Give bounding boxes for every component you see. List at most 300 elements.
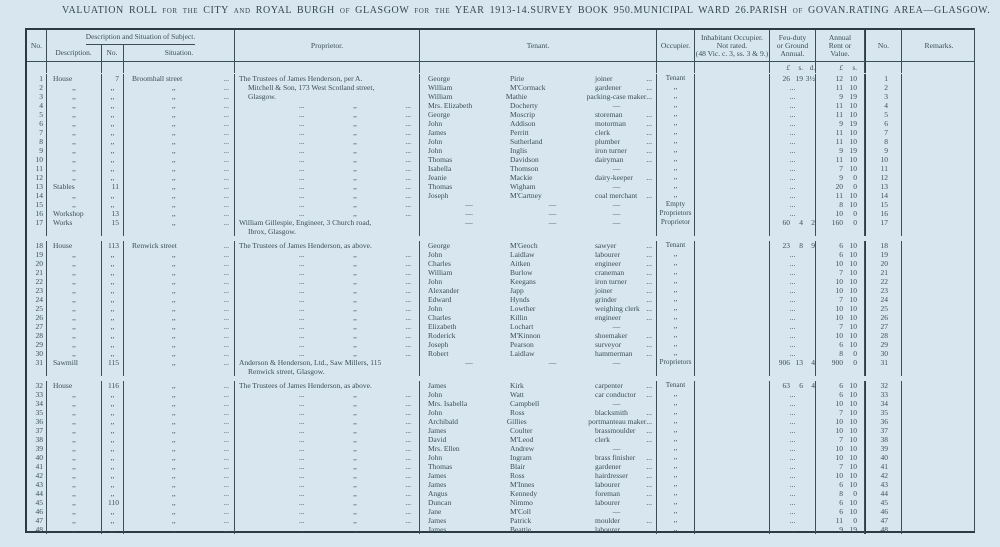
- tenant-surname: Lowther: [510, 304, 536, 313]
- shillings-label: s.: [852, 64, 857, 72]
- cell-no: 42: [27, 471, 47, 480]
- leader-dots: ...: [405, 128, 411, 137]
- cell-feu-duty: [770, 498, 816, 507]
- cell-street-no: ,,: [102, 313, 124, 322]
- tenant-surname: Aitken: [510, 259, 531, 268]
- cell-no: 40: [27, 453, 47, 462]
- rent-shillings: 10: [849, 164, 857, 173]
- cell-no: 6: [27, 119, 47, 128]
- cell-inhabitant-occupier: [695, 277, 770, 286]
- cell-street-no: ,,: [102, 128, 124, 137]
- cell-no-right: 46: [865, 507, 902, 516]
- leader-dots: ...: [646, 349, 652, 358]
- cell-inhabitant-occupier: [695, 358, 770, 376]
- cell-feu-duty: [770, 471, 816, 480]
- table-row: [27, 241, 974, 250]
- cell-no: 3: [27, 92, 47, 101]
- leader-dots: ...: [299, 250, 305, 259]
- leader-dots: ...: [299, 408, 305, 417]
- proprietor-ditto: [239, 191, 419, 200]
- table-row: [27, 399, 974, 408]
- rent-shillings: 10: [849, 191, 857, 200]
- cell-annual-rent: [816, 507, 865, 516]
- leader-dots: ...: [299, 444, 305, 453]
- occupation-text: storeman: [595, 110, 623, 119]
- cell-proprietor: [235, 241, 420, 250]
- tenant-occupation: [595, 173, 656, 182]
- tenant-first-name: John: [428, 390, 443, 399]
- proprietor-ditto: [239, 444, 419, 453]
- rent-pounds: 7: [839, 462, 843, 471]
- leader-dots: ...: [789, 182, 796, 191]
- leader-dots: ...: [223, 426, 229, 435]
- cell-feu-duty: [770, 182, 816, 191]
- tenant-occupation: [595, 331, 656, 340]
- cell-annual-rent: [816, 110, 865, 119]
- leader-dots: ...: [223, 110, 229, 119]
- feu-pounds: 26: [782, 74, 790, 83]
- cell-inhabitant-occupier: [695, 218, 770, 236]
- proprietor-ditto: [239, 146, 419, 155]
- tenant-first-name: George: [428, 110, 450, 119]
- cell-situation: [124, 110, 235, 119]
- cell-no-right: 14: [865, 191, 902, 200]
- cell-feu-duty: [770, 331, 816, 340]
- tenant-surname: Docherty: [510, 101, 538, 110]
- cell-no-right: 36: [865, 417, 902, 426]
- cell-proprietor: [235, 268, 420, 277]
- occupation-text: packing-case maker: [586, 92, 647, 101]
- cell-proprietor: [235, 480, 420, 489]
- tenant-surname: Perritt: [510, 128, 529, 137]
- cell-proprietor: [235, 399, 420, 408]
- leader-dots: ...: [789, 268, 796, 277]
- tenant-first-name: Mrs. Ellen: [428, 444, 460, 453]
- cell-tenant: [420, 259, 657, 268]
- cell-no-right: 26: [865, 313, 902, 322]
- situation-text: ,,: [171, 119, 176, 128]
- cell-proprietor: [235, 313, 420, 322]
- leader-dots: ...: [223, 322, 229, 331]
- cell-description: ,,: [47, 119, 102, 128]
- ditto-mark: ,,: [353, 173, 357, 182]
- rent-shillings: 10: [849, 110, 857, 119]
- tenant-first-name: Archibald: [428, 417, 458, 426]
- rent-shillings: 0: [853, 182, 857, 191]
- proprietor-ditto: [239, 277, 419, 286]
- cell-remarks: [902, 101, 976, 110]
- table-row: [27, 390, 974, 399]
- cell-proprietor: [235, 435, 420, 444]
- occupation-text: —: [612, 507, 621, 516]
- cell-feu-duty: [770, 408, 816, 417]
- leader-dots: ...: [646, 92, 652, 101]
- cell-situation: [124, 241, 235, 250]
- rent-shillings: 10: [849, 259, 857, 268]
- leader-dots: ...: [223, 331, 229, 340]
- cell-inhabitant-occupier: [695, 304, 770, 313]
- cell-proprietor: [235, 110, 420, 119]
- cell-street-no: ,,: [102, 462, 124, 471]
- rent-pounds: 11: [835, 155, 843, 164]
- ditto-mark: ,,: [353, 498, 357, 507]
- cell-situation: [124, 155, 235, 164]
- tenant-surname: M'Coll: [510, 507, 531, 516]
- rent-shillings: 10: [849, 128, 857, 137]
- leader-dots: ...: [646, 268, 652, 277]
- cell-remarks: [902, 277, 976, 286]
- rent-pounds: 10: [835, 471, 843, 480]
- cell-no: 30: [27, 349, 47, 358]
- leader-dots: ...: [299, 480, 305, 489]
- cell-description: House: [47, 74, 102, 101]
- cell-proprietor: [235, 358, 420, 376]
- tenant-surname: M'Cormack: [510, 83, 546, 92]
- situation-text: ,,: [171, 390, 176, 399]
- cell-situation: [124, 268, 235, 277]
- proprietor-ditto: [239, 480, 419, 489]
- cell-situation: [124, 480, 235, 489]
- leader-dots: ...: [299, 340, 305, 349]
- leader-dots: ...: [299, 277, 305, 286]
- cell-description: ,,: [47, 146, 102, 155]
- leader-dots: ...: [789, 498, 796, 507]
- cell-occupier: ,,: [657, 173, 695, 182]
- proprietor-ditto: [239, 390, 419, 399]
- cell-street-no: ,,: [102, 92, 124, 101]
- tenant-surname: Sutherland: [510, 137, 543, 146]
- proprietor-ditto: [239, 471, 419, 480]
- tenant-first-name: James: [428, 381, 447, 390]
- cell-annual-rent: [816, 349, 865, 358]
- leader-dots: ...: [299, 137, 305, 146]
- tenant-surname: Kennedy: [510, 489, 538, 498]
- leader-dots: ...: [405, 471, 411, 480]
- tenant-occupation: [595, 525, 656, 534]
- ditto-mark: ,,: [353, 182, 357, 191]
- cell-situation: [124, 408, 235, 417]
- tenant-surname: M'Cartney: [510, 191, 542, 200]
- situation-text: ,,: [171, 399, 176, 408]
- cell-description: ,,: [47, 128, 102, 137]
- tenant-surname: Gillies: [506, 417, 527, 426]
- leader-dots: ...: [646, 435, 652, 444]
- leader-dots: ...: [299, 173, 305, 182]
- tenant-occupation: [595, 155, 656, 164]
- leader-dots: ...: [789, 173, 796, 182]
- tenant-first-name: John: [428, 137, 443, 146]
- leader-dots: ...: [299, 322, 305, 331]
- cell-situation: [124, 390, 235, 399]
- table-row: [27, 313, 974, 322]
- leader-dots: ...: [299, 516, 305, 525]
- cell-no: 15: [27, 200, 47, 209]
- tenant-surname: Beattie: [510, 525, 532, 534]
- leader-dots: ...: [223, 128, 229, 137]
- cell-street-no: ,,: [102, 417, 124, 426]
- cell-remarks: [902, 444, 976, 453]
- rent-shillings: 0: [853, 218, 857, 227]
- cell-annual-rent: [816, 453, 865, 462]
- situation-text: ,,: [171, 200, 176, 209]
- cell-situation: [124, 200, 235, 209]
- header-occupier: Occupier.: [657, 30, 695, 61]
- cell-proprietor: [235, 489, 420, 498]
- tenant-occupation: [595, 381, 656, 390]
- cell-remarks: [902, 516, 976, 525]
- cell-occupier: ,,: [657, 480, 695, 489]
- table-row: [27, 507, 974, 516]
- occupation-text: sawyer: [595, 241, 617, 250]
- occupation-text: brass finisher: [595, 453, 636, 462]
- tenant-occupation: [595, 444, 656, 453]
- situation-text: Renwick street: [132, 241, 177, 250]
- tenant-first-name: Edward: [428, 295, 452, 304]
- leader-dots: ...: [646, 426, 652, 435]
- cell-inhabitant-occupier: [695, 390, 770, 399]
- proprietor-text: Renwick street, Glasgow.: [248, 367, 325, 376]
- leader-dots: ...: [646, 417, 652, 426]
- rent-pounds: 6: [839, 507, 843, 516]
- cell-tenant: [420, 331, 657, 340]
- ditto-mark: ,,: [353, 268, 357, 277]
- tenant-first-name: Charles: [428, 259, 451, 268]
- cell-street-no: ,,: [102, 408, 124, 417]
- rent-pounds: 6: [839, 390, 843, 399]
- cell-no: 14: [27, 191, 47, 200]
- proprietor-ditto: [239, 119, 419, 128]
- leader-dots: ...: [299, 313, 305, 322]
- tenant-occupation: [595, 453, 656, 462]
- leader-dots: ...: [405, 182, 411, 191]
- cell-feu-duty: [770, 137, 816, 146]
- cell-no: 45: [27, 498, 47, 507]
- rent-shillings: 19: [849, 146, 857, 155]
- header-no-left: No.: [27, 30, 47, 61]
- cell-annual-rent: [816, 322, 865, 331]
- rent-pounds: 7: [839, 322, 843, 331]
- cell-street-no: [102, 62, 124, 73]
- cell-tenant: [420, 250, 657, 259]
- tenant-first-name: Angus: [428, 489, 448, 498]
- leader-dots: ...: [405, 277, 411, 286]
- cell-no-right: 44: [865, 489, 902, 498]
- rent-shillings: 0: [853, 489, 857, 498]
- cell-tenant: [420, 462, 657, 471]
- cell-occupier: Tenant: [657, 381, 695, 390]
- tenant-occupation: [595, 358, 656, 376]
- leader-dots: ...: [223, 498, 229, 507]
- cell-inhabitant-occupier: [695, 182, 770, 191]
- leader-dots: ...: [789, 146, 796, 155]
- title-rating-area: RATING AREA—GLASGOW.: [848, 5, 991, 16]
- tenant-surname: Inglis: [510, 146, 528, 155]
- cell-annual-rent: [816, 268, 865, 277]
- leader-dots: ...: [299, 426, 305, 435]
- cell-no-right: 3: [865, 92, 902, 101]
- leader-dots: ...: [223, 241, 229, 250]
- cell-tenant: [420, 313, 657, 322]
- cell-proprietor: [235, 173, 420, 182]
- header-proprietor: Proprietor.: [235, 30, 420, 61]
- cell-remarks: [902, 399, 976, 408]
- situation-text: ,,: [171, 268, 176, 277]
- cell-description: ,,: [47, 110, 102, 119]
- table-row: [27, 349, 974, 358]
- cell-inhabitant-occupier: [695, 286, 770, 295]
- rent-shillings: 10: [849, 399, 857, 408]
- cell-description: ,,: [47, 173, 102, 182]
- cell-no-right: 16: [865, 209, 902, 218]
- feu-pence: 9: [811, 241, 815, 250]
- leader-dots: ...: [789, 417, 796, 426]
- proprietor-ditto: [239, 453, 419, 462]
- proprietor-ditto: [239, 286, 419, 295]
- situation-text: ,,: [171, 471, 176, 480]
- cell-description: ,,: [47, 390, 102, 399]
- cell-street-no: 113: [102, 241, 124, 250]
- proprietor-ditto: [239, 313, 419, 322]
- leader-dots: ...: [405, 489, 411, 498]
- leader-dots: ...: [405, 331, 411, 340]
- cell-feu-duty: [770, 164, 816, 173]
- leader-dots: ...: [405, 340, 411, 349]
- cell-annual-rent: [816, 137, 865, 146]
- rent-shillings: 0: [853, 173, 857, 182]
- tenant-first-name: Thomas: [428, 182, 453, 191]
- cell-proprietor: [235, 471, 420, 480]
- cell-remarks: [902, 295, 976, 304]
- ditto-mark: ,,: [353, 331, 357, 340]
- leader-dots: ...: [789, 191, 796, 200]
- cell-no-right: 21: [865, 268, 902, 277]
- cell-situation: [124, 182, 235, 191]
- table-row: [27, 408, 974, 417]
- rent-pounds: 10: [835, 313, 843, 322]
- cell-occupier: ,,: [657, 128, 695, 137]
- tenant-occupation: [595, 426, 656, 435]
- table-row: [27, 286, 974, 295]
- occupation-text: engineer: [595, 259, 621, 268]
- tenant-surname: Andrew: [510, 444, 535, 453]
- cell-no-right: 17: [865, 218, 902, 236]
- leader-dots: ...: [405, 390, 411, 399]
- tenant-surname: —: [548, 218, 557, 227]
- cell-annual-rent: [816, 83, 865, 92]
- cell-occupier: ,,: [657, 471, 695, 480]
- ditto-mark: ,,: [353, 295, 357, 304]
- title-municipal-ward: MUNICIPAL WARD 26.: [633, 5, 750, 16]
- cell-occupier: ,,: [657, 155, 695, 164]
- title-survey-book: SURVEY BOOK 950.: [530, 5, 634, 16]
- occupation-text: brassmoulder: [595, 426, 636, 435]
- cell-situation: [124, 399, 235, 408]
- cell-occupier: ,,: [657, 525, 695, 534]
- leader-dots: ...: [223, 191, 229, 200]
- cell-description: ,,: [47, 516, 102, 525]
- cell-no-right: 11: [865, 164, 902, 173]
- cell-no: 18: [27, 241, 47, 250]
- cell-proprietor: [235, 164, 420, 173]
- cell-tenant: [420, 453, 657, 462]
- tenant-occupation: [595, 507, 656, 516]
- cell-description: ,,: [47, 191, 102, 200]
- cell-annual-rent: [816, 146, 865, 155]
- proprietor-ditto: [239, 489, 419, 498]
- cell-feu-duty: [770, 399, 816, 408]
- cell-annual-rent: [816, 92, 865, 101]
- cell-street-no: ,,: [102, 268, 124, 277]
- cell-inhabitant-occupier: [695, 191, 770, 200]
- cell-description: ,,: [47, 164, 102, 173]
- cell-annual-rent: [816, 286, 865, 295]
- situation-text: ,,: [171, 349, 176, 358]
- cell-inhabitant-occupier: [695, 268, 770, 277]
- cell-description: ,,: [47, 399, 102, 408]
- tenant-first-name: James: [428, 525, 447, 534]
- tenant-occupation: [595, 304, 656, 313]
- cell-remarks: [902, 200, 976, 209]
- cell-remarks: [902, 173, 976, 182]
- leader-dots: ...: [789, 200, 796, 209]
- cell-annual-rent: [816, 399, 865, 408]
- leader-dots: ...: [299, 146, 305, 155]
- tenant-first-name: William: [428, 268, 453, 277]
- cell-no: 28: [27, 331, 47, 340]
- leader-dots: ...: [299, 331, 305, 340]
- situation-text: ,,: [171, 92, 176, 101]
- cell-occupier: ,,: [657, 399, 695, 408]
- occupation-text: dairy-keeper: [595, 173, 633, 182]
- pence-label: d.: [809, 64, 815, 72]
- feu-pence: 4: [811, 381, 815, 390]
- cell-feu-duty: [770, 128, 816, 137]
- table-row: [27, 200, 974, 209]
- cell-tenant: [420, 340, 657, 349]
- rent-shillings: 10: [849, 313, 857, 322]
- tenant-surname: Ingram: [510, 453, 532, 462]
- cell-no: 16: [27, 209, 47, 218]
- cell-tenant: [420, 268, 657, 277]
- cell-street-no: ,,: [102, 322, 124, 331]
- cell-no: 4: [27, 101, 47, 110]
- cell-situation: [124, 381, 235, 390]
- tenant-surname: M'Geoch: [510, 241, 538, 250]
- tenant-first-name: John: [428, 408, 443, 417]
- ditto-mark: ,,: [353, 525, 357, 534]
- cell-no: 5: [27, 110, 47, 119]
- situation-text: ,,: [171, 304, 176, 313]
- cell-remarks: [902, 209, 976, 218]
- cell-tenant: [420, 435, 657, 444]
- cell-occupier: ,,: [657, 83, 695, 92]
- tenant-occupation: [595, 349, 656, 358]
- cell-street-no: 115: [102, 358, 124, 376]
- table-row: [27, 155, 974, 164]
- currency-rent-label: [816, 62, 865, 73]
- cell-no-right: 23: [865, 286, 902, 295]
- leader-dots: ...: [405, 295, 411, 304]
- cell-tenant: [420, 489, 657, 498]
- cell-proprietor: [235, 155, 420, 164]
- cell-no-right: 15: [865, 200, 902, 209]
- cell-tenant: [420, 417, 657, 426]
- cell-occupier: ,,: [657, 295, 695, 304]
- rent-shillings: 10: [849, 250, 857, 259]
- rent-shillings: 10: [849, 507, 857, 516]
- cell-situation: [124, 444, 235, 453]
- tenant-occupation: [595, 268, 656, 277]
